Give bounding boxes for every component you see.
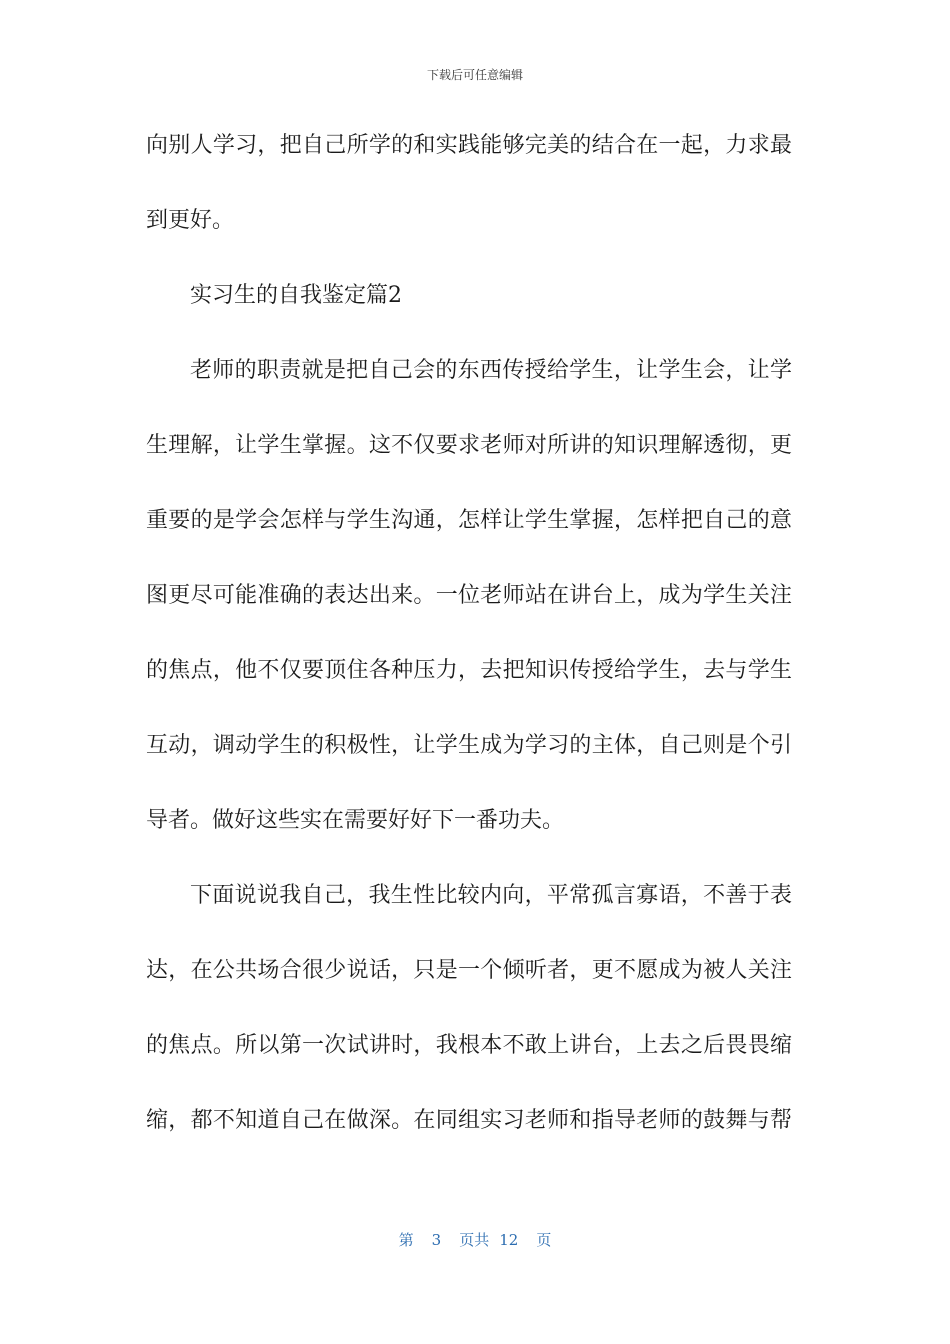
body-line: 缩，都不知道自己在做深。在同组实习老师和指导老师的鼓舞与帮 (146, 1108, 792, 1133)
body-line: 到更好。 (146, 208, 235, 233)
body-line: 的焦点，他不仅要顶住各种压力，去把知识传授给学生，去与学生 (146, 658, 792, 683)
body-line: 互动，调动学生的积极性，让学生成为学习的主体，自己则是个引 (146, 733, 792, 758)
body-line: 的焦点。所以第一次试讲时，我根本不敢上讲台，上去之后畏畏缩 (146, 1033, 792, 1058)
body-line: 下面说说我自己，我生性比较内向，平常孤言寡语，不善于表 (190, 883, 792, 908)
body-line: 向别人学习，把自己所学的和实践能够完美的结合在一起，力求最 (146, 133, 792, 158)
section-heading: 实习生的自我鉴定篇2 (190, 283, 402, 308)
current-page-number: 3 (431, 1231, 442, 1249)
body-line: 达，在公共场合很少说话，只是一个倾听者，更不愿成为被人关注 (146, 958, 792, 983)
body-line: 导者。做好这些实在需要好好下一番功夫。 (146, 808, 565, 833)
page-footer (0, 1229, 950, 1250)
total-pages-number: 12 (499, 1231, 519, 1249)
body-line: 图更尽可能准确的表达出来。一位老师站在讲台上，成为学生关注 (146, 583, 792, 608)
body-line: 重要的是学会怎样与学生沟通，怎样让学生掌握，怎样把自己的意 (146, 508, 792, 533)
body-line: 生理解，让学生掌握。这不仅要求老师对所讲的知识理解透彻，更 (146, 433, 792, 458)
body-line: 老师的职责就是把自己会的东西传授给学生，让学生会，让学 (190, 358, 792, 383)
footer-prefix: 第 (398, 1231, 414, 1249)
footer-mid: 页共 (459, 1231, 490, 1249)
footer-suffix: 页 (536, 1231, 552, 1249)
page-header: 下载后可任意编辑 (426, 68, 523, 82)
